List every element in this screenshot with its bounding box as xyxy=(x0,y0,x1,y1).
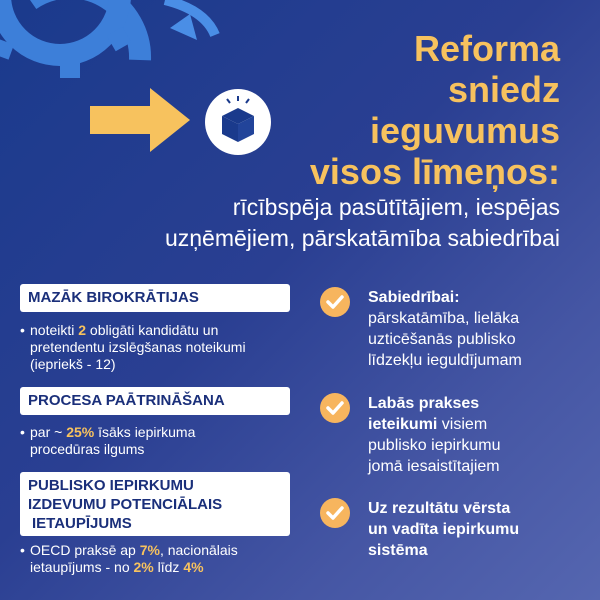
highlight-number: 7% xyxy=(139,542,160,558)
benefit-best-practice xyxy=(368,393,588,477)
bullet-text: īsāks iepirkuma xyxy=(94,424,196,440)
headline xyxy=(310,28,560,192)
benefit-bold: Sabiedrībai: xyxy=(368,289,460,306)
bullet-text: noteikti xyxy=(30,322,79,338)
bullet-text: pretendentu izslēgšanas noteikumi xyxy=(30,339,246,355)
benefit-bold: Uz rezultātu vērsta xyxy=(368,500,511,517)
benefit-bold: Labās prakses xyxy=(368,395,480,412)
benefit-text: pārskatāmība, lielāka xyxy=(368,310,520,327)
subtitle-line: uzņēmējiem, pārskatāmība sabiedrībai xyxy=(164,225,560,251)
headline-line: Reforma xyxy=(413,28,560,69)
open-box-icon xyxy=(205,89,271,155)
check-icon xyxy=(320,393,350,423)
bullet-savings: • OECD praksē ap 7%, nacionālais ietaupījums - no 2% līdz 4% xyxy=(20,542,238,575)
section-heading-line: PROCESA PAĀTRINĀŠANA xyxy=(28,392,225,409)
subtitle xyxy=(0,192,560,254)
bullet-text: obligāti kandidātu un xyxy=(86,322,219,338)
subtitle-line: rīcībspēja pasūtītājiem, iespējas xyxy=(232,194,560,220)
benefit-society xyxy=(368,287,588,371)
benefit-text: visiem xyxy=(437,416,488,433)
benefit-bold: un vadīta iepirkumu xyxy=(368,521,520,538)
check-icon xyxy=(320,498,350,528)
benefit-text: līdzekļu ieguldījumam xyxy=(368,352,522,369)
cycle-arrow-icon xyxy=(165,0,215,40)
bullet-text: ietaupījums - no xyxy=(30,559,134,575)
highlight-number: 2 xyxy=(78,322,87,338)
headline-line: sniedz xyxy=(447,69,560,110)
section-heading-line: PUBLISKO IEPIRKUMU xyxy=(28,477,194,494)
section-heading-line: MAZĀK BIROKRĀTIJAS xyxy=(28,289,199,306)
section-heading-line: IZDEVUMU POTENCIĀLAIS xyxy=(28,496,223,513)
highlight-number: 25% xyxy=(66,424,95,440)
section-heading-less-bureaucracy xyxy=(20,284,290,312)
benefit-bold: sistēma xyxy=(368,542,428,559)
check-icon xyxy=(320,287,350,317)
arrow-right-icon xyxy=(90,88,190,152)
bullet-text: OECD praksē ap xyxy=(30,542,140,558)
bullet-text: līdz xyxy=(153,559,184,575)
section-heading-savings xyxy=(20,472,290,536)
benefit-text: publisko iepirkumu xyxy=(368,437,501,454)
section-heading-process-acceleration xyxy=(20,387,290,415)
section-heading-line: IETAUPĪJUMS xyxy=(32,515,132,532)
bullet-less-bureaucracy: • noteikti 2 obligāti kandidātu un pretendentu izslēgšanas noteikumi (iepriekš - 12) xyxy=(20,322,246,372)
headline-line: ieguvumus xyxy=(369,110,560,151)
bullet-text: (iepriekš - 12) xyxy=(30,356,116,372)
bullet-text: procedūras ilgums xyxy=(30,441,145,457)
highlight-number: 4% xyxy=(183,559,204,575)
headline-line: visos līmeņos: xyxy=(309,151,560,192)
bullet-process-acceleration: • par ~ 25% īsāks iepirkuma procedūras ilgums xyxy=(20,424,196,457)
highlight-number: 2% xyxy=(133,559,154,575)
benefit-text: jomā iesaistītajiem xyxy=(368,458,500,475)
benefit-text: uzticēšanās publisko xyxy=(368,331,516,348)
bullet-text: , nacionālais xyxy=(159,542,238,558)
benefit-bold: ieteikumi xyxy=(368,416,438,433)
benefit-results-oriented xyxy=(368,498,588,561)
gear-icon xyxy=(0,0,140,78)
bullet-text: par ~ xyxy=(30,424,67,440)
